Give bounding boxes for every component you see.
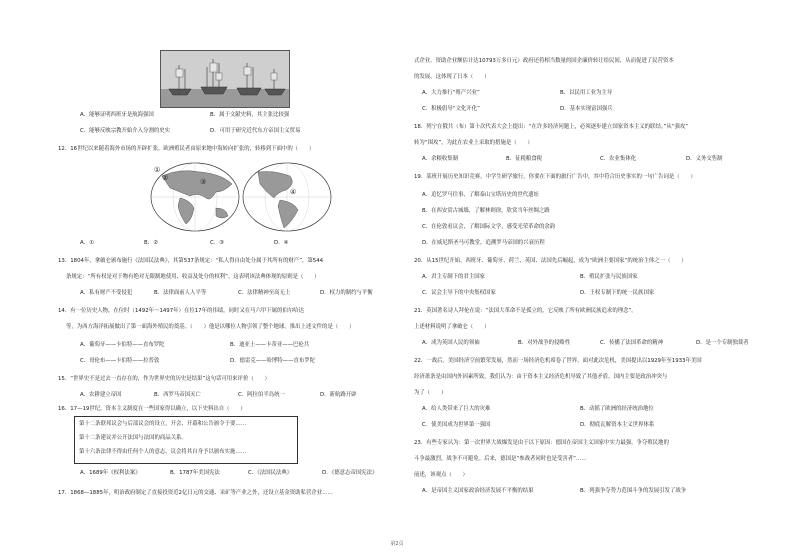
- q22-option-d: D．彻底瓦解资本主义世界体系: [580, 422, 655, 428]
- q16-box-line1: 第十二条联邦议会与后部议会的设立，开会、开幕和公告颁令于要……: [79, 421, 247, 427]
- q22-option-b: B．动摇了欧洲的经济统治地位: [580, 406, 654, 412]
- q21-option-d: D．是一个专制独裁者: [696, 340, 749, 346]
- q13-stem-line1: 13．1804年，拿破仑颁布施行《法国民法典》，其第537条规定：“私人得自由处分属于其所有的财产”，第544: [58, 258, 324, 264]
- q16-source-box: [74, 416, 298, 464]
- q18-option-d: D．义务交售制: [686, 156, 723, 162]
- q19-stem: 19．某班开展历史知识竞赛，中学生研学旅行，你要在下面的旅行广告中，其中符合历史事实的一句广告词是（ ）: [414, 174, 696, 180]
- q20-stem: 20．从15世纪开始，西班牙、葡萄牙、荷兰、英国、法国先后崛起，成为“欧洲主要国家”的统治主体之一（ ）: [414, 258, 687, 264]
- q23-stem-line1: 23．有些专家认为：第一次世界大战爆发是由于以下原因：德国在帝国主义国家中实力最强，争夺殖民地的: [414, 440, 669, 446]
- sailing-ships-etching: [160, 50, 290, 108]
- q21-stem-line1: 21．英国著名诗人拜伦在说：“法国大革命不是孤立的，它反映了所有欧洲民族追求的理念”。: [414, 308, 637, 314]
- q14-stem-line2: 等，为西方海洋拓展做出了第一面海外殖民的奠基。（ ）他是以哪位人物引领了整个地球。推出上述文件的是（ ）: [66, 324, 355, 330]
- q22-stem-line1: 22．一战后，美国经济空前繁荣发展，然而一场经济危机席卷了世界。面对此次危机，美国提出以1929年至1933年美国: [414, 358, 702, 364]
- map-label-4: ④: [290, 188, 297, 196]
- q14-stem-line1: 14．有一位历史人物，在位时（1492年～1497年）在位17年的伟绩，同时又在马六甲下属的伯尔哈达: [58, 308, 305, 314]
- two-hemisphere-map: [150, 162, 332, 232]
- q18-option-a: A．余粮收集制: [422, 156, 459, 162]
- q14-option-b: B．迪亚士——卡蒂亚——巴伦共: [230, 342, 310, 348]
- q11-option-b: B．属于文献史料，其主张比较强: [210, 112, 290, 118]
- q17-continuation-line2: 的发展。这体现了日本（ ）: [414, 74, 490, 80]
- q11-option-c: C．能够反映宗教开始介入分割的史实: [80, 128, 171, 134]
- q16-option-c: C．《法国民法典》: [248, 470, 293, 476]
- q20-option-a: A．君主专制下的君主国家: [422, 274, 485, 280]
- q22-option-c: C．使美国成为世界第一强国: [422, 422, 491, 428]
- q19-option-c: C．在伦敦看议会，了解国际文学，感受光荣革命的余韵: [422, 224, 556, 230]
- q16-box-line2: 第十二条建议并公开法国与法国的商品关系。: [79, 435, 187, 441]
- q18-option-b: B．征税粮食税: [506, 156, 543, 162]
- q16-option-b: B．1787年美国宪法: [170, 470, 220, 476]
- q20-option-d: D．王权专制下的统一民族国家: [580, 290, 655, 296]
- q15-option-b: B．西罗马帝国灭亡: [154, 392, 201, 398]
- q12-option-c: C．③: [210, 240, 224, 246]
- q14-option-d: D．德雷克——哈博特——直布罗陀: [230, 358, 316, 364]
- map-label-2: ②: [162, 174, 169, 182]
- q17-stem: 17．1868—1885年，明治政府制定了直接投资近2亿日元的交通、采矿等产业之外，还设立基金资助私营企业……: [58, 490, 333, 496]
- q21-option-c: C．传播了法国革命的精神: [600, 340, 664, 346]
- q12-option-a: A．①: [80, 240, 94, 246]
- map-label-1: ①: [154, 166, 161, 174]
- q13-option-d: D．权力的制约与平衡: [320, 290, 373, 296]
- q15-option-a: A．农耕建立帝国: [80, 392, 122, 398]
- q17-option-c: C．积极倡导“文化开化”: [422, 106, 480, 112]
- q16-option-a: A．1689年《权利法案》: [80, 470, 141, 476]
- q18-stem-line1: 18．列宁在俄共（布）第十次代表大会上提出：“在许多经济问题上，必须逐步建立国家资本主义的联结。”从“强攻”: [414, 124, 689, 130]
- q13-stem-line2: 条规定：“所有权是对于物有绝对无限制地使用、收益及处分的权利”。这表明该法典体现的原则是（ ）: [66, 274, 320, 280]
- q14-option-a: A．葡萄牙——卡伯特——直布罗陀: [80, 342, 165, 348]
- q17-continuation-line1: 式企业，资助企业额估计达10793万多日元）政府还将相当数量的国企廉价转让给民间，从而促进了民营资本: [414, 58, 674, 64]
- q19-option-a: A．追忆罗马往事，了解泰山宝塔历史的世代遗址: [422, 192, 539, 198]
- q22-stem-line3: 为了（ ）: [414, 390, 447, 396]
- q18-option-c: C．农业集体化: [600, 156, 637, 162]
- q12-stem: 12．16世纪以来随着海外市场的开辟扩张，欧洲殖民者由原来地中海转向扩张的，转移到下面中的（ ）: [58, 146, 315, 152]
- q11-option-a: A．能够证明西班牙是航海强国: [80, 112, 154, 118]
- q21-stem-line2: 上述材料说明了拿破仑（ ）: [414, 324, 490, 330]
- q13-option-b: B．法律面前人人平等: [154, 290, 207, 296]
- q23-option-a: A．是帝国主义国家政治经济发展不平衡的结果: [422, 488, 534, 494]
- q16-option-d: D．《德意志帝国宪法》: [322, 470, 378, 476]
- q16-stem: 16．17—19世纪，资本主义制度在一些国家得以确立，以下史料出自（ ）: [58, 406, 246, 412]
- world-map-figure: [150, 162, 332, 232]
- q16-box-line3: 第十六条法律不得由任何个人的意志，议会将其自身予以颁布实施……: [79, 449, 247, 455]
- q23-stem-line2: 斗争最激烈，战争不可避免。后来，德国是“参战者同时也是受害者”……: [414, 456, 587, 462]
- q21-option-b: B．对外战争的侵略性: [518, 340, 571, 346]
- q11-option-d: D．可用于研究近代东方帝国主义贸易: [210, 128, 301, 134]
- q13-option-a: A．私有财产不受侵犯: [80, 290, 133, 296]
- q12-option-b: B．②: [144, 240, 158, 246]
- q23-stem-line3: 前述，该观点（ ）: [414, 472, 468, 478]
- q15-option-c: C．阿拉伯半岛统一: [238, 392, 285, 398]
- q19-option-b: B．在西安赏古城墙，了解林则徐，欣赏当年丝绸之路: [422, 208, 550, 214]
- q13-option-c: C．法律精神至高无上: [238, 290, 291, 296]
- q12-option-d: D．④: [274, 240, 289, 246]
- map-label-3: ③: [200, 178, 207, 186]
- q20-option-c: C．议会主导下的中央集权国家: [422, 290, 496, 296]
- q22-option-a: A．给人类带来了巨大的灾难: [422, 406, 491, 412]
- q15-stem: 15．“世界史不是过去一直存在的，作为世界史的历史是结果”这句话可用来评价（ ）: [58, 376, 270, 382]
- page-footer: 第2页: [390, 541, 404, 547]
- q20-option-b: B．殖民扩张与民族国家: [580, 274, 638, 280]
- q17-option-a: A．大力推行“殖产兴业”: [422, 90, 480, 96]
- q18-stem-line2: 转为“围攻”，为此在农业上采取的措施是（ ）: [414, 140, 533, 146]
- q19-option-d: D．在威尼斯圣马可教堂，追溯罗马帝国的兴衰历程: [422, 240, 545, 246]
- q22-stem-line2: 经济萧条是由国内外因素所致，我们认为：由于资本主义经济危机导致了其他矛盾，国内主要是政治冲突与: [414, 374, 668, 380]
- q17-option-b: B．以民用工业为主导: [560, 90, 613, 96]
- q15-option-d: D．新航路开辟: [320, 392, 357, 398]
- q14-option-c: C．哥伦布——卡伯特——拉普敦: [80, 358, 160, 364]
- q21-option-a: A．成为英国人民的领袖: [422, 340, 480, 346]
- q17-option-d: D．基本实现富国强兵: [560, 106, 613, 112]
- ship-etching-image: [161, 51, 289, 107]
- q23-option-b: B．列强争夺势力范围斗争的发展引发了战争: [580, 488, 687, 494]
